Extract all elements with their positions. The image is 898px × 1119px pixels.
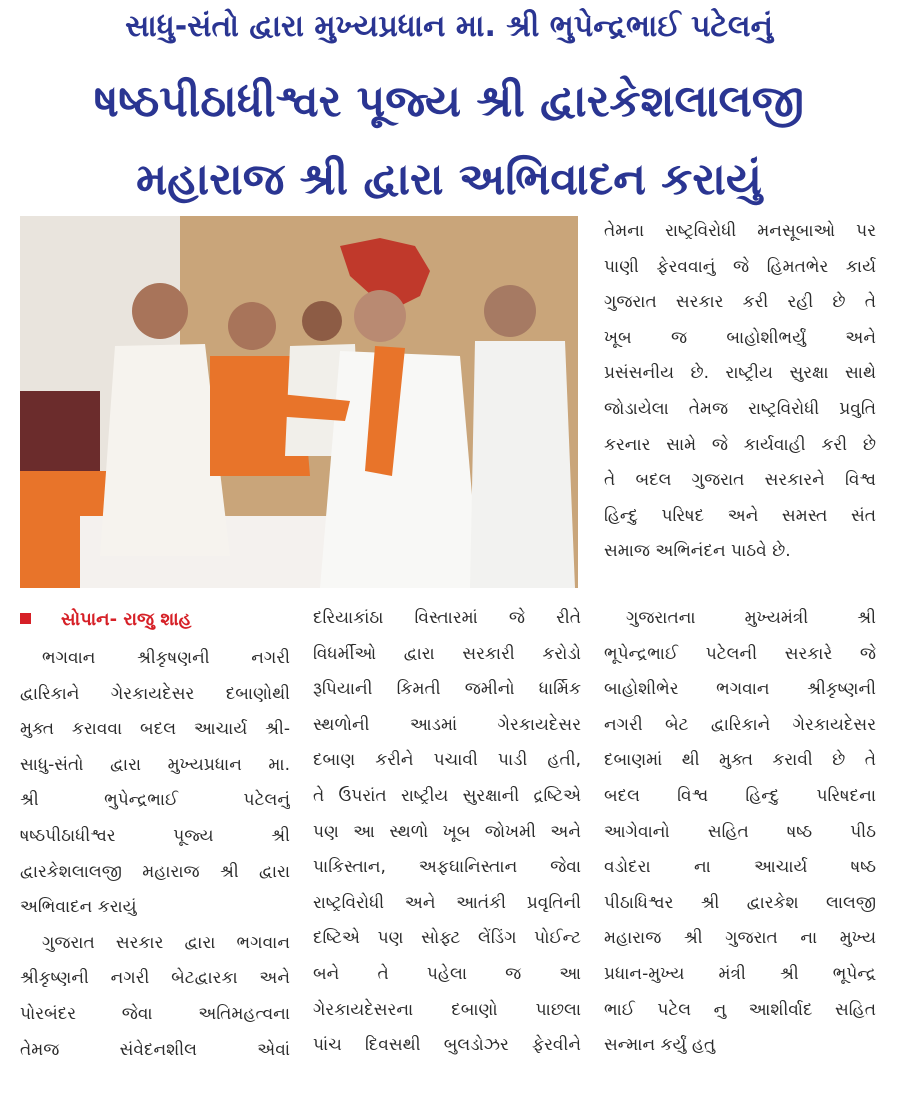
text-line: શ્રીકૃષ્ણની નગરી બેટદ્વારકા અને — [20, 968, 290, 989]
headline-line-3: મહારાજ શ્રી દ્વારા અભિવાદન કરાયું — [136, 154, 762, 205]
text-line: ષષ્ઠપીઠાધીશ્વર પૂજ્ય શ્રી — [20, 825, 290, 846]
column-right-bottom — [604, 601, 876, 1064]
text-line: ગુજરાતના મુખ્યમંત્રી શ્રી — [626, 608, 876, 628]
text-line: ભૂપેન્દ્રભાઈ પટેલની સરકારે જે — [604, 643, 876, 664]
square-bullet-icon — [20, 613, 31, 624]
text-line: દરિયાકાંઠા વિસ્તારમાં જે રીતે — [313, 608, 581, 628]
text-line: ભાઈ પટેલ નુ આશીર્વાદ સહિત — [604, 999, 876, 1020]
text-line: દષ્ટિએ પણ સોફ્ટ લેંડિંગ પોઈન્ટ — [313, 928, 581, 949]
byline-text: સોપાન- રાજુ શાહ — [61, 609, 192, 630]
text-line: સ્થળોની આડમાં ગેરકાયદેસર — [313, 714, 581, 735]
text-line: પણ આ સ્થળો ખૂબ જોખમી અને — [313, 821, 581, 842]
text-line: આગેવાનો સહિત ષષ્ઠ પીઠ — [604, 821, 876, 842]
text-line: દ્વારકેશલાલજી મહારાજ શ્રી દ્વારા — [20, 861, 290, 882]
text-line: અભિવાદન કરાયું — [20, 897, 137, 918]
text-line: સન્માન કર્યું હતુ — [604, 1035, 716, 1056]
text-line: રાષ્ટ્રવિરોધી અને આતંકી પ્રવૃતિની — [313, 892, 581, 913]
text-line: પ્રસંસનીય છે. રાષ્ટ્રીય સુરક્ષા સાથે — [604, 363, 876, 384]
text-line: દબાણમાં થી મુક્ત કરાવી છે તે — [604, 750, 876, 771]
text-line: જોડાયેલા તેમજ રાષ્ટ્રવિરોધી પ્રવુતિ — [604, 398, 876, 419]
text-line: શ્રી ભુપેન્દ્રભાઈ પટેલનું — [20, 790, 290, 811]
text-line: મુક્ત કરાવવા બદલ આચાર્ય શ્રી- — [20, 719, 290, 740]
text-line: દબાણ કરીને પચાવી પાડી હતી, — [313, 750, 581, 771]
text-line: ગેરકાયદેસરના દબાણો પાછલા — [313, 999, 581, 1020]
byline — [20, 602, 290, 638]
text-line: પાંચ દિવસથી બુલડોઝર ફેરવીને — [313, 1035, 581, 1056]
text-line: દ્વારિકાને ગેરકાયદેસર દબાણોથી — [20, 683, 290, 704]
text-line: પાણી ફેરવવાનું જે હિમતભેર કાર્ય — [604, 256, 876, 277]
text-line: પ્રધાન-મુખ્ય મંત્રી શ્રી ભૂપેન્દ્ર — [604, 963, 876, 984]
photo-illustration — [20, 216, 578, 588]
text-line: તેમજ સંવેદનશીલ એવાં — [20, 1039, 290, 1060]
column-middle — [313, 601, 581, 1064]
text-line: નગરી બેટ દ્વારિકાને ગેરકાયદેસર — [604, 714, 876, 735]
text-line: બદલ વિશ્વ હિન્દુ પરિષદના — [604, 785, 876, 806]
headline-line-1: સાધુ-સંતો દ્વારા મુખ્યપ્રધાન મા. શ્રી ભુપેન્દ્રભાઈ પટેલનું — [125, 9, 773, 44]
text-line: બાહોશીભેર ભગવાન શ્રીકૃષ્ણની — [604, 679, 876, 700]
text-line: બને તે પહેલા જ આ — [313, 963, 581, 984]
text-line: સાધુ-સંતો દ્વારા મુખ્યપ્રધાન મા. — [20, 754, 290, 775]
text-line: ખૂબ જ બાહોશીભર્યું અને — [604, 327, 876, 348]
text-line: તે બદલ ગુજરાત સરકારને વિશ્વ — [604, 470, 876, 491]
text-line: ભગવાન શ્રીકૃષણની નગરી — [42, 648, 290, 668]
text-line: સમાજ અભિનંદન પાઠવે છે. — [604, 541, 791, 562]
column-right-top — [604, 214, 876, 570]
text-line: પોરબંદર જેવા અતિમહત્વના — [20, 1003, 290, 1024]
text-line: વડોદરા ના આચાર્ય ષષ્ઠ — [604, 857, 876, 878]
text-line: તેમના રાષ્ટ્રવિરોધી મનસૂબાઓ પર — [604, 221, 876, 241]
headline-line-2: ષષ્ઠપીઠાધીશ્વર પૂજ્ય શ્રી દ્વારકેશલાલજી — [94, 76, 804, 127]
text-line: રૂપિયાની કિમતી જમીનો ધાર્મિક — [313, 679, 581, 700]
text-line: ગુજરાત સરકાર કરી રહી છે તે — [604, 292, 876, 313]
text-line: મહારાજ શ્રી ગુજરાત ના મુખ્ય — [604, 928, 876, 949]
text-line: ગુજરાત સરકાર દ્વારા ભગવાન — [42, 932, 290, 953]
text-line: પાકિસ્તાન, અફઘાનિસ્તાન જેવા — [313, 857, 581, 878]
text-line: કરનાર સામે જે કાર્યવાહી કરી છે — [604, 434, 876, 455]
column-left — [20, 641, 290, 1068]
text-line: તે ઉપરાંત રાષ્ટ્રીય સુરક્ષાની દ્રષ્ટિએ — [313, 785, 581, 806]
text-line: હિન્દુ પરિષદ અને સમસ્ત સંત — [604, 505, 876, 526]
news-photo — [20, 216, 578, 588]
text-line: પીઠાધિશ્વર શ્રી દ્વારકેશ લાલજી — [604, 892, 876, 913]
text-line: વિધર્મીઓ દ્વારા સરકારી કરોડો — [313, 643, 581, 664]
